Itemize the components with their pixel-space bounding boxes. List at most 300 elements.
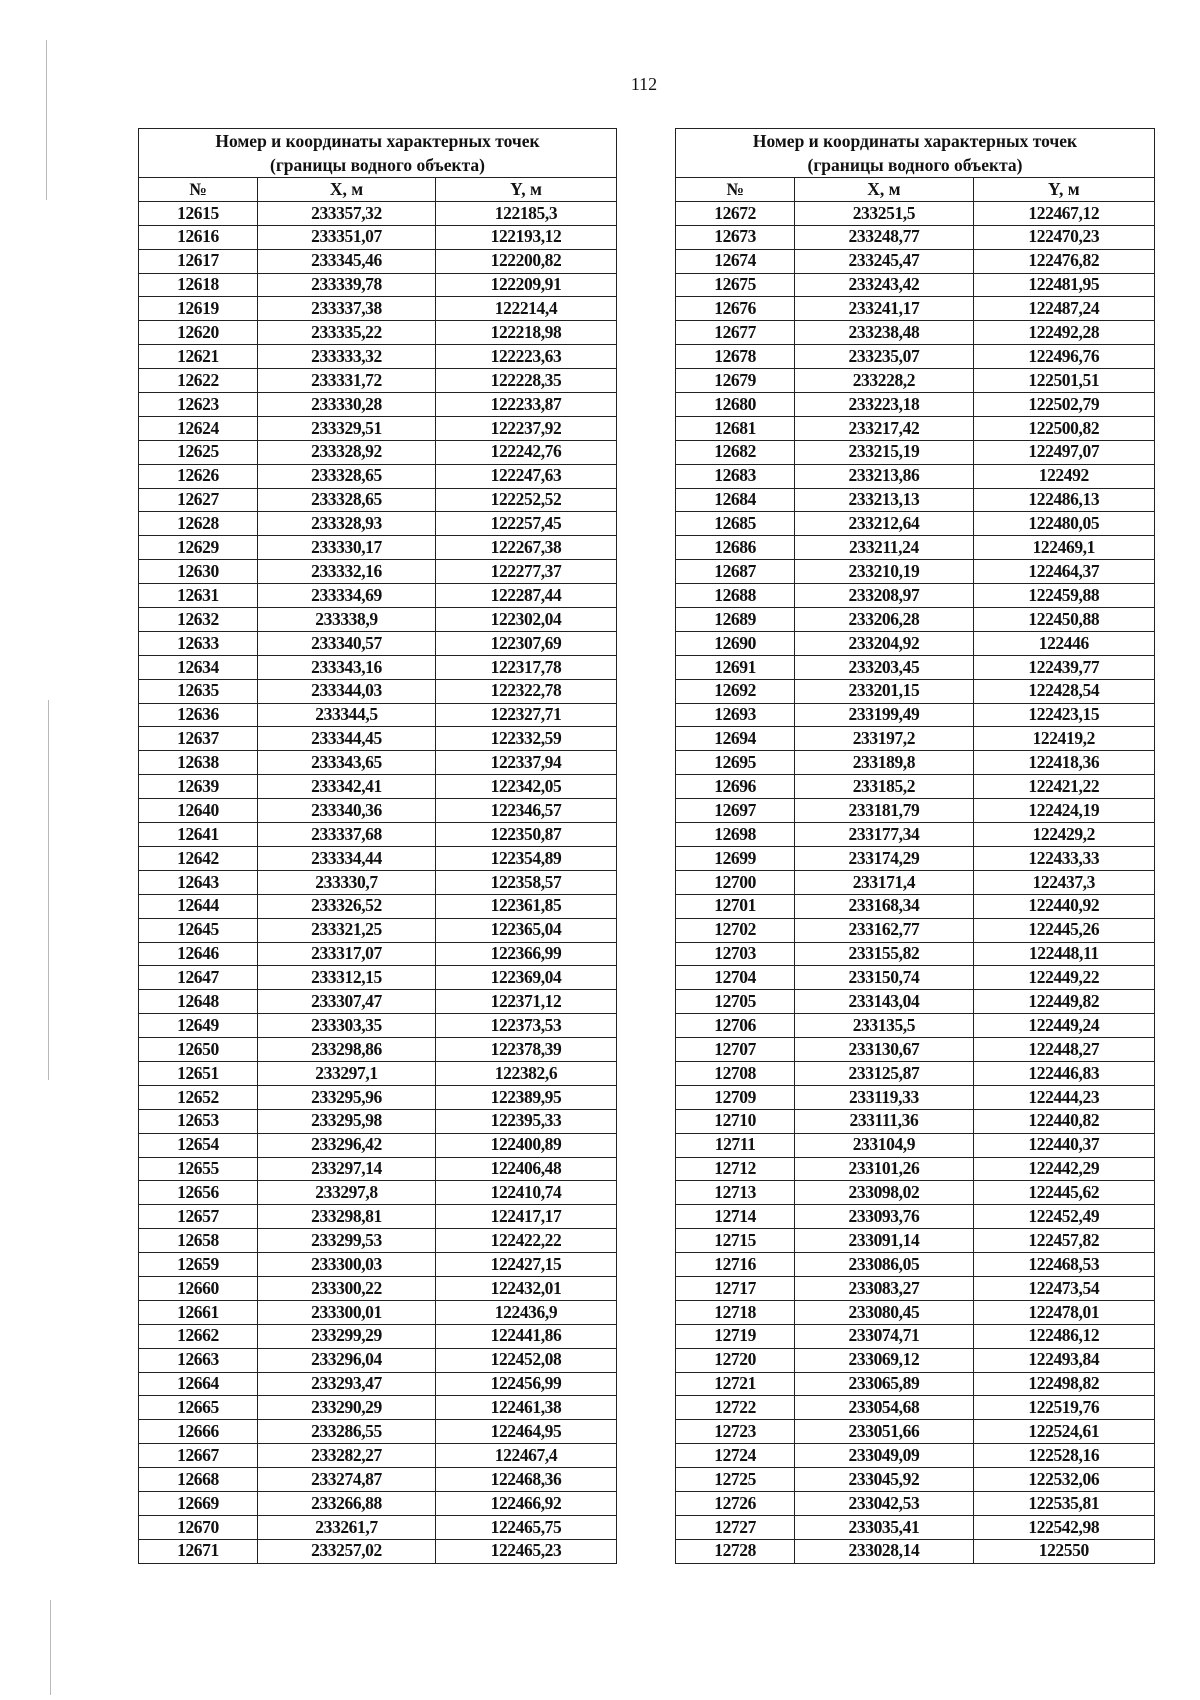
x-coordinate-cell: 233228,2 [795,369,973,393]
x-coordinate-cell: 233339,78 [258,273,436,297]
point-number-cell: 12672 [676,201,795,225]
y-coordinate-cell: 122486,12 [973,1324,1154,1348]
point-number-cell: 12642 [139,846,258,870]
table-row [676,966,1155,990]
x-coordinate-cell: 233312,15 [258,966,436,990]
y-coordinate-cell: 122287,44 [436,584,617,608]
point-number-cell: 12706 [676,1014,795,1038]
point-number-cell: 12674 [676,249,795,273]
x-coordinate-cell: 233210,19 [795,560,973,584]
point-number-cell: 12659 [139,1253,258,1277]
y-coordinate-cell: 122257,45 [436,512,617,536]
y-coordinate-cell: 122366,99 [436,942,617,966]
y-coordinate-cell: 122469,1 [973,536,1154,560]
point-number-cell: 12662 [139,1324,258,1348]
point-number-cell: 12624 [139,416,258,440]
y-coordinate-cell: 122322,78 [436,679,617,703]
point-number-cell: 12721 [676,1372,795,1396]
y-coordinate-cell: 122528,16 [973,1444,1154,1468]
x-coordinate-cell: 233130,67 [795,1038,973,1062]
y-coordinate-cell: 122389,95 [436,1085,617,1109]
y-coordinate-cell: 122421,22 [973,775,1154,799]
point-number-cell: 12678 [676,345,795,369]
column-header-number: № [139,178,258,202]
y-coordinate-cell: 122449,24 [973,1014,1154,1038]
table-row [676,1348,1155,1372]
x-coordinate-cell: 233150,74 [795,966,973,990]
point-number-cell: 12673 [676,225,795,249]
table-row [676,1491,1155,1515]
x-coordinate-cell: 233342,41 [258,775,436,799]
x-coordinate-cell: 233344,45 [258,727,436,751]
y-coordinate-cell: 122193,12 [436,225,617,249]
point-number-cell: 12639 [139,775,258,799]
table-row [139,512,617,536]
point-number-cell: 12691 [676,655,795,679]
x-coordinate-cell: 233330,7 [258,870,436,894]
point-number-cell: 12728 [676,1539,795,1563]
y-coordinate-cell: 122478,01 [973,1300,1154,1324]
x-coordinate-cell: 233074,71 [795,1324,973,1348]
x-coordinate-cell: 233300,22 [258,1276,436,1300]
y-coordinate-cell: 122332,59 [436,727,617,751]
x-coordinate-cell: 233238,48 [795,321,973,345]
table-row [139,1205,617,1229]
table-row [139,201,617,225]
table-row [676,608,1155,632]
x-coordinate-cell: 233155,82 [795,942,973,966]
table-row [676,655,1155,679]
y-coordinate-cell: 122373,53 [436,1014,617,1038]
table-row [676,536,1155,560]
y-coordinate-cell: 122444,23 [973,1085,1154,1109]
table-title-line2: (границы водного объекта) [270,155,485,175]
table-row [676,249,1155,273]
table-row [676,703,1155,727]
table-row [676,297,1155,321]
x-coordinate-cell: 233235,07 [795,345,973,369]
x-coordinate-cell: 233338,9 [258,608,436,632]
y-coordinate-cell: 122223,63 [436,345,617,369]
point-number-cell: 12687 [676,560,795,584]
point-number-cell: 12630 [139,560,258,584]
y-coordinate-cell: 122277,37 [436,560,617,584]
point-number-cell: 12644 [139,894,258,918]
point-number-cell: 12694 [676,727,795,751]
point-number-cell: 12700 [676,870,795,894]
table-row [676,393,1155,417]
table-row [676,584,1155,608]
y-coordinate-cell: 122473,54 [973,1276,1154,1300]
x-coordinate-cell: 233212,64 [795,512,973,536]
y-coordinate-cell: 122350,87 [436,823,617,847]
point-number-cell: 12725 [676,1468,795,1492]
x-coordinate-cell: 233337,38 [258,297,436,321]
table-row [676,918,1155,942]
table-row [139,631,617,655]
column-header-x: X, м [795,178,973,202]
table-row [139,536,617,560]
x-coordinate-cell: 233101,26 [795,1157,973,1181]
table-row [139,1061,617,1085]
x-coordinate-cell: 233177,34 [795,823,973,847]
y-coordinate-cell: 122493,84 [973,1348,1154,1372]
y-coordinate-cell: 122346,57 [436,799,617,823]
point-number-cell: 12635 [139,679,258,703]
point-number-cell: 12676 [676,297,795,321]
table-row [676,1372,1155,1396]
table-row [676,1276,1155,1300]
table-row [676,1181,1155,1205]
x-coordinate-cell: 233293,47 [258,1372,436,1396]
x-coordinate-cell: 233083,27 [795,1276,973,1300]
table-row [139,1181,617,1205]
x-coordinate-cell: 233328,93 [258,512,436,536]
x-coordinate-cell: 233171,4 [795,870,973,894]
x-coordinate-cell: 233215,19 [795,440,973,464]
x-coordinate-cell: 233321,25 [258,918,436,942]
point-number-cell: 12616 [139,225,258,249]
y-coordinate-cell: 122218,98 [436,321,617,345]
table-row [139,608,617,632]
coordinates-table-right [675,128,1155,1564]
y-coordinate-cell: 122442,29 [973,1157,1154,1181]
point-number-cell: 12689 [676,608,795,632]
table-row [676,823,1155,847]
y-coordinate-cell: 122464,95 [436,1420,617,1444]
table-row [139,249,617,273]
x-coordinate-cell: 233335,22 [258,321,436,345]
point-number-cell: 12621 [139,345,258,369]
x-coordinate-cell: 233162,77 [795,918,973,942]
x-coordinate-cell: 233185,2 [795,775,973,799]
y-coordinate-cell: 122441,86 [436,1324,617,1348]
x-coordinate-cell: 233300,03 [258,1253,436,1277]
scan-margin-line [50,1600,51,1695]
x-coordinate-cell: 233307,47 [258,990,436,1014]
point-number-cell: 12653 [139,1109,258,1133]
point-number-cell: 12714 [676,1205,795,1229]
table-row [676,1539,1155,1563]
x-coordinate-cell: 233245,47 [795,249,973,273]
y-coordinate-cell: 122185,3 [436,201,617,225]
table-body [676,201,1155,1563]
x-coordinate-cell: 233328,65 [258,488,436,512]
table-row [139,679,617,703]
x-coordinate-cell: 233343,65 [258,751,436,775]
point-number-cell: 12650 [139,1038,258,1062]
point-number-cell: 12726 [676,1491,795,1515]
x-coordinate-cell: 233223,18 [795,393,973,417]
x-coordinate-cell: 233098,02 [795,1181,973,1205]
table-row [676,775,1155,799]
table-row [139,393,617,417]
table-row [676,1420,1155,1444]
y-coordinate-cell: 122446,83 [973,1061,1154,1085]
x-coordinate-cell: 233328,92 [258,440,436,464]
x-coordinate-cell: 233297,8 [258,1181,436,1205]
point-number-cell: 12699 [676,846,795,870]
y-coordinate-cell: 122433,33 [973,846,1154,870]
x-coordinate-cell: 233208,97 [795,584,973,608]
point-number-cell: 12663 [139,1348,258,1372]
table-row [676,631,1155,655]
x-coordinate-cell: 233054,68 [795,1396,973,1420]
table-row [139,1014,617,1038]
point-number-cell: 12640 [139,799,258,823]
y-coordinate-cell: 122200,82 [436,249,617,273]
table-row [676,1038,1155,1062]
x-coordinate-cell: 233298,86 [258,1038,436,1062]
x-coordinate-cell: 233028,14 [795,1539,973,1563]
y-coordinate-cell: 122450,88 [973,608,1154,632]
point-number-cell: 12702 [676,918,795,942]
y-coordinate-cell: 122467,12 [973,201,1154,225]
point-number-cell: 12622 [139,369,258,393]
point-number-cell: 12618 [139,273,258,297]
x-coordinate-cell: 233204,92 [795,631,973,655]
x-coordinate-cell: 233330,28 [258,393,436,417]
table-row [676,942,1155,966]
table-row [676,1133,1155,1157]
point-number-cell: 12641 [139,823,258,847]
y-coordinate-cell: 122440,82 [973,1109,1154,1133]
y-coordinate-cell: 122497,07 [973,440,1154,464]
point-number-cell: 12718 [676,1300,795,1324]
point-number-cell: 12715 [676,1229,795,1253]
point-number-cell: 12666 [139,1420,258,1444]
y-coordinate-cell: 122424,19 [973,799,1154,823]
table-row [139,1276,617,1300]
point-number-cell: 12631 [139,584,258,608]
point-number-cell: 12668 [139,1468,258,1492]
y-coordinate-cell: 122428,54 [973,679,1154,703]
x-coordinate-cell: 233174,29 [795,846,973,870]
point-number-cell: 12615 [139,201,258,225]
x-coordinate-cell: 233282,27 [258,1444,436,1468]
point-number-cell: 12646 [139,942,258,966]
table-row [676,321,1155,345]
point-number-cell: 12620 [139,321,258,345]
table-row [139,1085,617,1109]
point-number-cell: 12634 [139,655,258,679]
point-number-cell: 12648 [139,990,258,1014]
y-coordinate-cell: 122302,04 [436,608,617,632]
x-coordinate-cell: 233197,2 [795,727,973,751]
table-row [139,1539,617,1563]
x-coordinate-cell: 233345,46 [258,249,436,273]
column-header-x: X, м [258,178,436,202]
point-number-cell: 12677 [676,321,795,345]
y-coordinate-cell: 122436,9 [436,1300,617,1324]
y-coordinate-cell: 122445,62 [973,1181,1154,1205]
table-row [139,1372,617,1396]
table-row [139,1300,617,1324]
table-row [676,1109,1155,1133]
table-row [139,321,617,345]
x-coordinate-cell: 233286,55 [258,1420,436,1444]
x-coordinate-cell: 233300,01 [258,1300,436,1324]
x-coordinate-cell: 233261,7 [258,1515,436,1539]
table-row [139,416,617,440]
table-row [139,1444,617,1468]
x-coordinate-cell: 233357,32 [258,201,436,225]
y-coordinate-cell: 122476,82 [973,249,1154,273]
table-row [139,584,617,608]
y-coordinate-cell: 122452,49 [973,1205,1154,1229]
y-coordinate-cell: 122395,33 [436,1109,617,1133]
x-coordinate-cell: 233069,12 [795,1348,973,1372]
y-coordinate-cell: 122418,36 [973,751,1154,775]
scan-margin-line [46,40,47,200]
coordinates-table-left [138,128,617,1564]
y-coordinate-cell: 122354,89 [436,846,617,870]
page-number: 112 [630,74,658,94]
point-number-cell: 12636 [139,703,258,727]
point-number-cell: 12711 [676,1133,795,1157]
y-coordinate-cell: 122371,12 [436,990,617,1014]
point-number-cell: 12617 [139,249,258,273]
table-row [139,297,617,321]
point-number-cell: 12719 [676,1324,795,1348]
point-number-cell: 12713 [676,1181,795,1205]
y-coordinate-cell: 122317,78 [436,655,617,679]
point-number-cell: 12669 [139,1491,258,1515]
table-row [676,560,1155,584]
point-number-cell: 12712 [676,1157,795,1181]
x-coordinate-cell: 233340,57 [258,631,436,655]
point-number-cell: 12686 [676,536,795,560]
y-coordinate-cell: 122449,82 [973,990,1154,1014]
y-coordinate-cell: 122496,76 [973,345,1154,369]
point-number-cell: 12704 [676,966,795,990]
point-number-cell: 12723 [676,1420,795,1444]
point-number-cell: 12720 [676,1348,795,1372]
point-number-cell: 12632 [139,608,258,632]
table-row [676,751,1155,775]
table-row [676,1014,1155,1038]
point-number-cell: 12625 [139,440,258,464]
table-row [139,1229,617,1253]
x-coordinate-cell: 233045,92 [795,1468,973,1492]
y-coordinate-cell: 122365,04 [436,918,617,942]
y-coordinate-cell: 122437,3 [973,870,1154,894]
table-row [676,1515,1155,1539]
y-coordinate-cell: 122237,92 [436,416,617,440]
y-coordinate-cell: 122456,99 [436,1372,617,1396]
table-row [139,655,617,679]
y-coordinate-cell: 122382,6 [436,1061,617,1085]
table-row [676,846,1155,870]
y-coordinate-cell: 122214,4 [436,297,617,321]
x-coordinate-cell: 233344,5 [258,703,436,727]
y-coordinate-cell: 122542,98 [973,1515,1154,1539]
table-row [139,775,617,799]
y-coordinate-cell: 122252,52 [436,488,617,512]
x-coordinate-cell: 233299,53 [258,1229,436,1253]
point-number-cell: 12647 [139,966,258,990]
y-coordinate-cell: 122327,71 [436,703,617,727]
point-number-cell: 12629 [139,536,258,560]
y-coordinate-cell: 122445,26 [973,918,1154,942]
x-coordinate-cell: 233298,81 [258,1205,436,1229]
y-coordinate-cell: 122439,77 [973,655,1154,679]
point-number-cell: 12705 [676,990,795,1014]
table-title [139,129,617,178]
point-number-cell: 12637 [139,727,258,751]
x-coordinate-cell: 233334,44 [258,846,436,870]
table-row [676,440,1155,464]
y-coordinate-cell: 122247,63 [436,464,617,488]
table-row [676,1324,1155,1348]
point-number-cell: 12623 [139,393,258,417]
x-coordinate-cell: 233181,79 [795,799,973,823]
point-number-cell: 12684 [676,488,795,512]
y-coordinate-cell: 122440,37 [973,1133,1154,1157]
x-coordinate-cell: 233343,16 [258,655,436,679]
point-number-cell: 12627 [139,488,258,512]
point-number-cell: 12654 [139,1133,258,1157]
table-row [676,1205,1155,1229]
x-coordinate-cell: 233093,76 [795,1205,973,1229]
point-number-cell: 12638 [139,751,258,775]
point-number-cell: 12649 [139,1014,258,1038]
x-coordinate-cell: 233206,28 [795,608,973,632]
table-row [676,1300,1155,1324]
y-coordinate-cell: 122448,11 [973,942,1154,966]
y-coordinate-cell: 122369,04 [436,966,617,990]
x-coordinate-cell: 233266,88 [258,1491,436,1515]
y-coordinate-cell: 122532,06 [973,1468,1154,1492]
y-coordinate-cell: 122419,2 [973,727,1154,751]
table-row [139,1420,617,1444]
x-coordinate-cell: 233326,52 [258,894,436,918]
x-coordinate-cell: 233217,42 [795,416,973,440]
table-row [139,1491,617,1515]
table-title-line1: Номер и координаты характерных точек [215,131,540,151]
y-coordinate-cell: 122501,51 [973,369,1154,393]
y-coordinate-cell: 122459,88 [973,584,1154,608]
point-number-cell: 12717 [676,1276,795,1300]
y-coordinate-cell: 122448,27 [973,1038,1154,1062]
table-row [139,1324,617,1348]
x-coordinate-cell: 233330,17 [258,536,436,560]
column-header-number: № [676,178,795,202]
x-coordinate-cell: 233329,51 [258,416,436,440]
y-coordinate-cell: 122417,17 [436,1205,617,1229]
y-coordinate-cell: 122228,35 [436,369,617,393]
x-coordinate-cell: 233290,29 [258,1396,436,1420]
x-coordinate-cell: 233168,34 [795,894,973,918]
x-coordinate-cell: 233091,14 [795,1229,973,1253]
point-number-cell: 12665 [139,1396,258,1420]
y-coordinate-cell: 122209,91 [436,273,617,297]
x-coordinate-cell: 233203,45 [795,655,973,679]
table-row [676,464,1155,488]
x-coordinate-cell: 233257,02 [258,1539,436,1563]
y-coordinate-cell: 122524,61 [973,1420,1154,1444]
y-coordinate-cell: 122406,48 [436,1157,617,1181]
x-coordinate-cell: 233051,66 [795,1420,973,1444]
table-row [676,201,1155,225]
y-coordinate-cell: 122480,05 [973,512,1154,536]
table-row [676,512,1155,536]
point-number-cell: 12645 [139,918,258,942]
point-number-cell: 12710 [676,1109,795,1133]
y-coordinate-cell: 122481,95 [973,273,1154,297]
x-coordinate-cell: 233297,14 [258,1157,436,1181]
table-row [139,1348,617,1372]
